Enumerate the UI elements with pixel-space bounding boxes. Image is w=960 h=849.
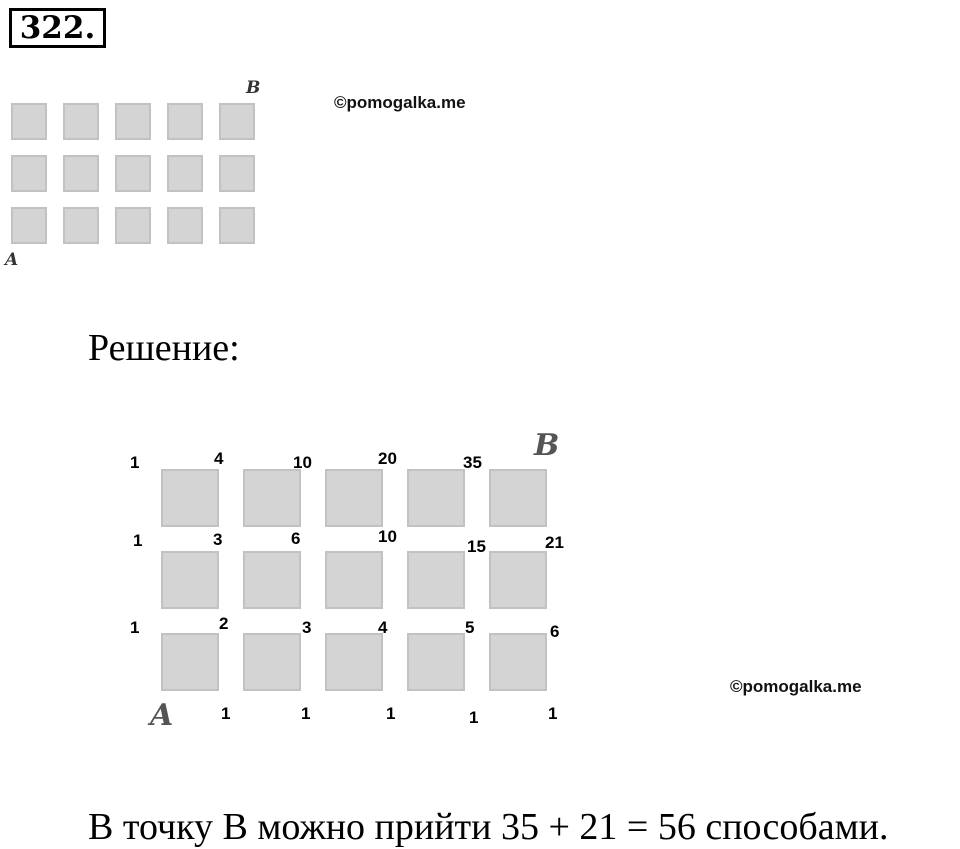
node-value: 1 bbox=[130, 453, 140, 472]
grid-square-solution bbox=[489, 469, 547, 527]
node-value: 1 bbox=[221, 704, 231, 723]
point-a-label: A bbox=[5, 250, 19, 270]
watermark-top: ©pomogalka.me bbox=[334, 93, 466, 112]
node-value: 1 bbox=[386, 704, 396, 723]
node-value: 6 bbox=[550, 622, 560, 641]
node-value: 21 bbox=[545, 533, 564, 552]
node-value: 10 bbox=[293, 453, 312, 472]
grid-square-solution bbox=[243, 469, 301, 527]
grid-square-solution bbox=[407, 633, 465, 691]
node-value: 6 bbox=[291, 529, 301, 548]
node-value: 1 bbox=[301, 704, 311, 723]
solution-heading: Решение: bbox=[88, 327, 240, 369]
node-value: 3 bbox=[213, 530, 223, 549]
grid-square-solution bbox=[489, 633, 547, 691]
grid-square-solution bbox=[243, 551, 301, 609]
watermark-bottom: ©pomogalka.me bbox=[730, 677, 862, 696]
node-value: 4 bbox=[214, 449, 224, 468]
node-value: 1 bbox=[469, 708, 479, 727]
point-a-label-solution: A bbox=[150, 698, 174, 733]
node-value: 1 bbox=[133, 531, 143, 550]
grid-square-solution bbox=[407, 469, 465, 527]
grid-square-solution bbox=[407, 551, 465, 609]
grid-square-solution bbox=[161, 469, 219, 527]
node-value: 3 bbox=[302, 618, 312, 637]
node-value: 2 bbox=[219, 614, 229, 633]
grid-square-solution bbox=[489, 551, 547, 609]
grid-square-solution bbox=[325, 633, 383, 691]
node-value: 15 bbox=[467, 537, 486, 556]
grid-square-solution bbox=[243, 633, 301, 691]
node-value: 35 bbox=[463, 453, 482, 472]
node-value: 1 bbox=[548, 704, 558, 723]
point-b-label-solution: B bbox=[534, 428, 560, 463]
node-value: 4 bbox=[378, 618, 388, 637]
node-value: 1 bbox=[130, 618, 140, 637]
grid-square-solution bbox=[161, 633, 219, 691]
grid-square-solution bbox=[325, 469, 383, 527]
problem-number: 322. bbox=[9, 8, 106, 48]
node-value: 10 bbox=[378, 527, 397, 546]
grid-square-solution bbox=[161, 551, 219, 609]
grid-square-solution bbox=[325, 551, 383, 609]
point-b-label: B bbox=[246, 78, 261, 98]
node-value: 20 bbox=[378, 449, 397, 468]
conclusion-text: В точку В можно прийти 35 + 21 = 56 способами. bbox=[88, 806, 889, 848]
node-value: 5 bbox=[465, 618, 475, 637]
